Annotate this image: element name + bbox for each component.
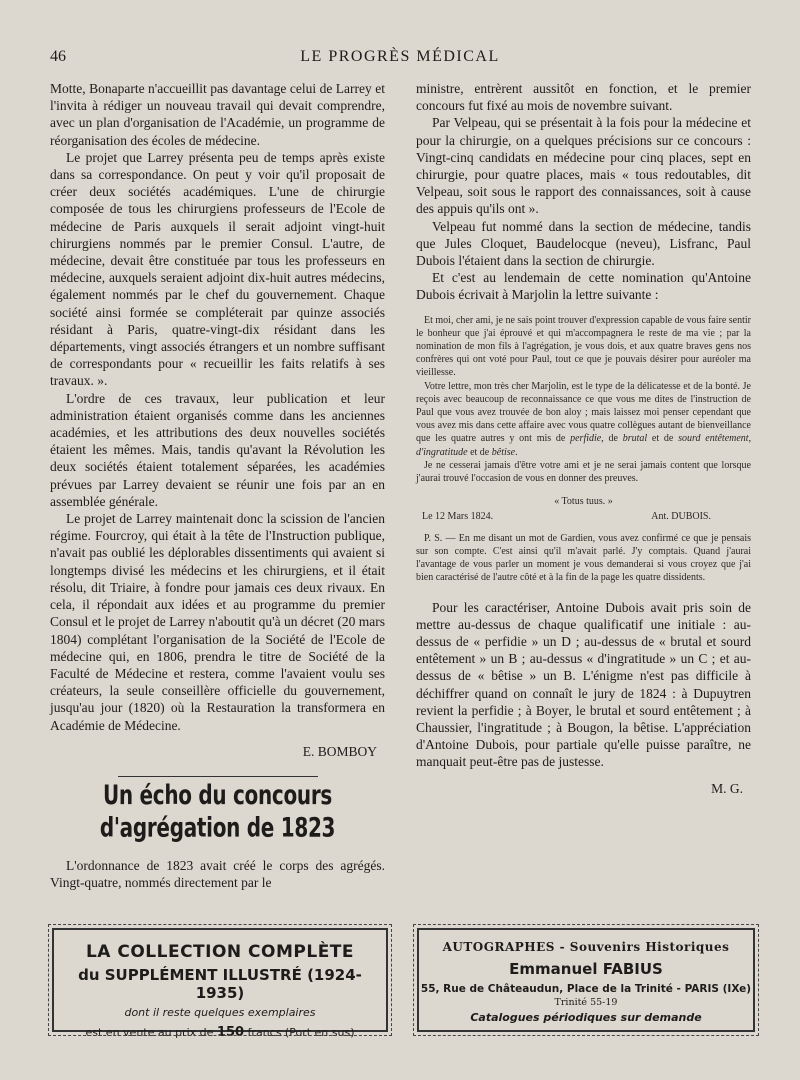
paragraph: Par Velpeau, qui se présentait à la fois pour la médecine et pour la chirurgie, on a quelques précisions sur ce concours : Vingt-cinq candidats en médecine pour cinq places, sept en chirurgie, pour quatre places, mais « tous redoutables, dit Velpeau, soit sous le rapport des connaissances, soit à cause des appuis qu'ils ont ». bbox=[416, 115, 751, 217]
advertisement-autographs bbox=[417, 928, 755, 1032]
left-column bbox=[50, 80, 385, 891]
ad-phone: Trinité 55-19 bbox=[554, 997, 618, 1008]
ad-title: AUTOGRAPHES - Souvenirs Historiques bbox=[442, 940, 730, 954]
quoted-letter bbox=[416, 314, 751, 585]
letter-postscript: P. S. — En me disant un mot de Gardien, vous avez confirmé ce que je pensais sur son compte. C'est ainsi qu'il m'avait parlé. J'y comptais. Quand j'aurai l'avantage de vous parler un moment je vous demanderai si vous croyez que j'ai bien caractérisé de l'autre côté et à la fin de la page les quatre dissidents. bbox=[416, 532, 751, 584]
ad-title: LA COLLECTION COMPLÈTE bbox=[85, 942, 355, 962]
letter-date: Le 12 Mars 1824. bbox=[422, 511, 494, 523]
page-number: 46 bbox=[50, 48, 66, 65]
paragraph: Le projet de Larrey maintenait donc la scission de l'ancien régime. Fourcroy, qui était à la tête de l'Instruction publique, n'avait pas oublié les déplorables dissentiments qui avaient si longtemps divisé les médecins et les chirurgiens, et il était résolu, dit Triaire, à fondre pour jamais ces deux rivaux. En cela, il répondait aux idées et au programme du premier Consul et le projet de Larrey n'aboutit qu'à un décret (20 mars 1804) complétant l'organisation de la Société de l'Ecole de médecine qui, en 1806, prendra le titre de Société de la Faculté de Médecine et restera, comme l'avaient voulu ses créateurs, la seule conseillère officielle du gouvernement, jusqu'au jour (1820) où la Restauration la transformera en Académie de Médecine. bbox=[50, 511, 385, 733]
ad-subtitle: du SUPPLÉMENT ILLUSTRÉ (1924-1935) bbox=[78, 966, 362, 1002]
emphasis: bêtise bbox=[491, 446, 516, 458]
right-column bbox=[416, 80, 751, 797]
letter-dateline bbox=[416, 510, 751, 523]
ad-price: 150 bbox=[216, 1025, 245, 1040]
letter-paragraph: Et moi, cher ami, je ne sais point trouver d'expression capable de vous faire sentir le bonheur que j'ai éprouvé et qui m'accompagnera le reste de ma vie ; par la nomination de mon fils à l'agrégation, je vous dois, et aux quatre braves gens nos confrères qui ont voté pour Paul, tout ce que je pouvais désirer pour auréoler ma vieillesse. bbox=[416, 314, 751, 379]
emphasis: sourd entêtement bbox=[678, 433, 749, 445]
letter-motto: « Totus tuus. » bbox=[554, 496, 613, 508]
author-signature: M. G. bbox=[711, 780, 743, 796]
emphasis: brutal bbox=[622, 433, 648, 445]
letter-signature: Ant. DUBOIS. bbox=[651, 511, 711, 523]
letter-paragraph: Votre lettre, mon très cher Marjolin, est le type de la délicatesse et de la bonté. Je reçois avec beaucoup de reconnaissance ce que vous me dites de l'instruction de Paul que vous avez trouvée de bon aloy ; mais laissez moi penser cependant que vous avez mis dans cette affaire avec vous quatre collègues autant de bienveillance que les quatre autres y ont mis de perfidie, de brutal et de sourd entêtement, d'ingratitude et de bêtise. bbox=[416, 380, 752, 458]
paragraph: Motte, Bonaparte n'accueillit pas davantage celui de Larrey et l'invita à rédiger un nouveau travail qui devait comprendre, avec un plan d'organisation de l'Académie, un programme de réorganisation des écoles de médecine. bbox=[50, 81, 385, 148]
running-title: LE PROGRÈS MÉDICAL bbox=[300, 48, 500, 65]
ad-price-line: est en vente au prix de 150 francs (Port en sus) bbox=[85, 1025, 355, 1040]
ad-name: Emmanuel FABIUS bbox=[509, 960, 663, 978]
ad-tagline: Catalogues périodiques sur demande bbox=[470, 1011, 702, 1024]
letter-paragraph: Je ne cesserai jamais d'être votre ami et je ne serai jamais content que lorsque j'aurai trouvé l'occasion de vous en donner des preuves. bbox=[416, 459, 751, 485]
ad-address: 55, Rue de Châteaudun, Place de la Trinité - PARIS (IXe) bbox=[420, 983, 752, 995]
paragraph: Et c'est au lendemain de cette nomination qu'Antoine Dubois écrivait à Marjolin la lettre suivante : bbox=[416, 270, 751, 303]
emphasis: perfidie bbox=[570, 433, 602, 445]
advertisement-collection bbox=[52, 928, 388, 1040]
author-signature: E. BOMBOY bbox=[302, 743, 377, 759]
paragraph: L'ordre de ces travaux, leur publication et leur administration étaient organisés comme dans les anciennes académies, et les attributions des deux nouvelles sociétés étaient les mêmes. Mais, tandis qu'avant la Révolution les deux sociétés étaient totalement séparées, les académies prévues par Larrey devaient se réunir une fois par an en assemblée générale. bbox=[50, 390, 385, 509]
emphasis: d'ingratitude bbox=[416, 446, 468, 458]
paragraph: Pour les caractériser, Antoine Dubois avait pris soin de mettre au-dessus de chaque qualificatif une initiale : au-dessus de « perfidie » un D ; au-dessus de « brutal et sourd entêtement » un B ; au-dessus « d'ingratitude » un C ; et au-dessus de « bêtise » un B. L'énigme n'est pas difficile à déchiffrer quand on connaît le jury de 1824 : à Dupuytren revient la perfidie ; à Boyer, le brutal et sourd entêtement ; à Chaussier, l'ingratitude ; à Bougon, la bêtise. L'appréciation d'Antoine Dubois, pour partiale qu'elle puisse paraître, ne manquait peut-être pas de justesse. bbox=[416, 599, 751, 770]
paragraph: Velpeau fut nommé dans la section de médecine, tandis que Jules Cloquet, Baudelocque (neveu), Lisfranc, Paul Dubois l'étaient dans la section de chirurgie. bbox=[416, 218, 751, 269]
section-divider bbox=[118, 776, 318, 777]
ad-note: dont il reste quelques exemplaires bbox=[124, 1006, 316, 1019]
paragraph: L'ordonnance de 1823 avait créé le corps des agrégés. Vingt-quatre, nommés directement par le bbox=[50, 857, 385, 890]
paragraph: Le projet que Larrey présenta peu de temps après existe dans sa correspondance. On peut y voir qu'il proposait de créer deux sociétés académiques. L'une de chirurgie composée de tous les chirurgiens professeurs de l'Ecole de médecine de Paris auxquels il serait adjoint vingt-huit chirurgiens nommés par le premier Consul. L'autre, de médecine, devait être constituée par tous les professeurs en médecine, auxquels seraient adjoint dix-huit autres médecins, également nommés par le chef du gouvernement. Chaque société ainsi formée se compléterait par quinze associés résidant à Paris, quatre-vingt-dix résidant dans les départements, vingt associés étrangers et un nombre suffisant de correspondants pour « recueillir les faits relatifs à ses travaux. ». bbox=[50, 149, 385, 389]
article-heading: Un écho du concours d'agrégation de 1823 bbox=[99, 778, 336, 844]
paragraph: ministre, entrèrent aussitôt en fonction, et le premier concours fut fixé au mois de novembre suivant. bbox=[416, 81, 751, 114]
